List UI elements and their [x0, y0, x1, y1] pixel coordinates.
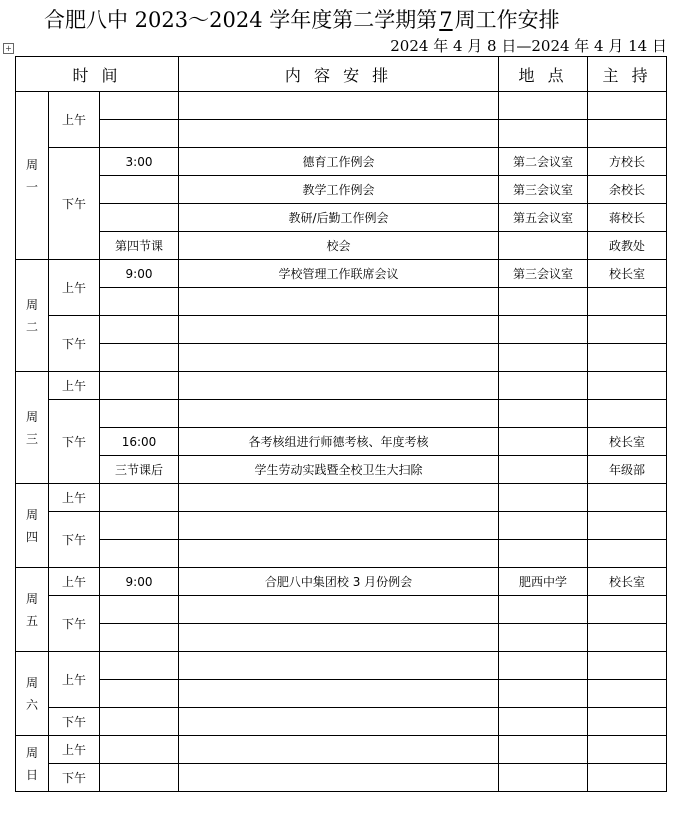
cell-place[interactable]: [499, 736, 588, 764]
cell-place[interactable]: [499, 400, 588, 428]
cell-place[interactable]: [499, 92, 588, 120]
cell-content[interactable]: [179, 400, 499, 428]
cell-host[interactable]: [588, 316, 667, 344]
cell-content[interactable]: [179, 316, 499, 344]
cell-place[interactable]: [499, 764, 588, 792]
cell-place[interactable]: [499, 484, 588, 512]
cell-time[interactable]: [100, 372, 179, 400]
table-row: [16, 568, 667, 596]
table-row: [16, 484, 667, 512]
day-label-char: 周: [25, 507, 38, 522]
header-content: 内 容 安 排: [179, 57, 499, 92]
day-label-char: 一: [25, 179, 38, 194]
cell-place[interactable]: 第三会议室: [499, 260, 588, 288]
cell-host[interactable]: [588, 596, 667, 624]
cell-host[interactable]: [588, 372, 667, 400]
table-row: [16, 372, 667, 400]
period-label: 上午: [49, 484, 100, 512]
table-row: [16, 708, 667, 736]
cell-place[interactable]: [499, 540, 588, 568]
cell-host[interactable]: [588, 652, 667, 680]
day-label-char: 五: [25, 613, 38, 628]
cell-host[interactable]: [588, 512, 667, 540]
cell-place[interactable]: [499, 288, 588, 316]
cell-time[interactable]: [100, 288, 179, 316]
cell-content[interactable]: [179, 372, 499, 400]
header-time: 时 间: [16, 57, 179, 92]
table-row: [16, 456, 667, 484]
cell-place[interactable]: [499, 596, 588, 624]
table-row: [16, 764, 667, 792]
cell-content[interactable]: [179, 484, 499, 512]
table-row: [16, 204, 667, 232]
cell-host[interactable]: [588, 540, 667, 568]
day-label-char: 六: [25, 697, 38, 712]
cell-time[interactable]: [100, 400, 179, 428]
cell-host[interactable]: 校长室: [588, 568, 667, 596]
cell-content[interactable]: 学生劳动实践暨全校卫生大扫除: [179, 456, 499, 484]
cell-host[interactable]: 校长室: [588, 260, 667, 288]
cell-time[interactable]: [100, 120, 179, 148]
cell-content[interactable]: 各考核组进行师德考核、年度考核: [179, 428, 499, 456]
table-row: [16, 344, 667, 372]
day-label: [16, 652, 49, 736]
page-title: [44, 4, 560, 34]
cell-host[interactable]: [588, 344, 667, 372]
header-host: 主 持: [588, 57, 667, 92]
day-label: [16, 736, 49, 792]
table-row: [16, 428, 667, 456]
table-row: [16, 260, 667, 288]
day-label-char: 日: [25, 767, 38, 782]
cell-host[interactable]: 余校长: [588, 176, 667, 204]
cell-content[interactable]: [179, 736, 499, 764]
cell-host[interactable]: 方校长: [588, 148, 667, 176]
period-label: 下午: [49, 764, 100, 792]
period-label: 下午: [49, 596, 100, 652]
period-label: 下午: [49, 708, 100, 736]
table-row: [16, 400, 667, 428]
day-label-char: 周: [25, 409, 38, 424]
cell-content[interactable]: 教研/后勤工作例会: [179, 204, 499, 232]
cell-content[interactable]: [179, 92, 499, 120]
cell-host[interactable]: [588, 708, 667, 736]
cell-host[interactable]: 校长室: [588, 428, 667, 456]
cell-time[interactable]: 9:00: [100, 260, 179, 288]
period-label: 上午: [49, 260, 100, 316]
cell-time[interactable]: [100, 92, 179, 120]
header-place: 地 点: [499, 57, 588, 92]
period-label: 下午: [49, 316, 100, 372]
cell-time[interactable]: [100, 596, 179, 624]
cell-time[interactable]: [100, 176, 179, 204]
cell-content[interactable]: 校会: [179, 232, 499, 260]
cell-time[interactable]: [100, 512, 179, 540]
cell-place[interactable]: 第二会议室: [499, 148, 588, 176]
table-row: [16, 596, 667, 624]
schedule-body: [16, 92, 667, 792]
cell-content[interactable]: 合肥八中集团校 3 月份例会: [179, 568, 499, 596]
cell-time[interactable]: [100, 680, 179, 708]
cell-content[interactable]: [179, 708, 499, 736]
cell-place[interactable]: [499, 624, 588, 652]
day-label: [16, 372, 49, 484]
day-label-char: 三: [25, 431, 38, 446]
cell-time[interactable]: [100, 764, 179, 792]
cell-time[interactable]: 9:00: [100, 568, 179, 596]
cell-place[interactable]: 第五会议室: [499, 204, 588, 232]
cell-host[interactable]: 年级部: [588, 456, 667, 484]
week-number[interactable]: 7: [439, 8, 453, 32]
date-range: 2024 年 4 月 8 日—2024 年 4 月 14 日: [390, 37, 667, 55]
cell-place[interactable]: [499, 120, 588, 148]
day-label-char: 周: [25, 297, 38, 312]
cell-time[interactable]: 16:00: [100, 428, 179, 456]
cell-place[interactable]: [499, 372, 588, 400]
cell-time[interactable]: 3:00: [100, 148, 179, 176]
period-label: 下午: [49, 148, 100, 260]
cell-place[interactable]: 肥西中学: [499, 568, 588, 596]
table-row: [16, 540, 667, 568]
cell-time[interactable]: [100, 624, 179, 652]
day-label-char: 周: [25, 675, 38, 690]
cell-time[interactable]: [100, 736, 179, 764]
cell-content[interactable]: [179, 512, 499, 540]
cell-host[interactable]: [588, 680, 667, 708]
day-label-char: 周: [25, 591, 38, 606]
cell-place[interactable]: [499, 680, 588, 708]
day-label-char: 周: [25, 745, 38, 760]
cell-content[interactable]: [179, 764, 499, 792]
cell-time[interactable]: [100, 540, 179, 568]
table-move-handle-icon[interactable]: +: [3, 43, 14, 54]
table-row: [16, 232, 667, 260]
cell-host[interactable]: [588, 484, 667, 512]
cell-host[interactable]: [588, 736, 667, 764]
cell-content[interactable]: 教学工作例会: [179, 176, 499, 204]
cell-host[interactable]: [588, 624, 667, 652]
cell-host[interactable]: 蒋校长: [588, 204, 667, 232]
cell-place[interactable]: 第三会议室: [499, 176, 588, 204]
cell-time[interactable]: [100, 708, 179, 736]
table-row: [16, 148, 667, 176]
cell-place[interactable]: [499, 708, 588, 736]
cell-content[interactable]: [179, 680, 499, 708]
table-row: [16, 512, 667, 540]
cell-time[interactable]: [100, 344, 179, 372]
cell-content[interactable]: [179, 120, 499, 148]
cell-content[interactable]: [179, 288, 499, 316]
table-row: [16, 680, 667, 708]
day-label: [16, 484, 49, 568]
cell-content[interactable]: 德育工作例会: [179, 148, 499, 176]
cell-content[interactable]: [179, 344, 499, 372]
cell-time[interactable]: [100, 204, 179, 232]
cell-place[interactable]: [499, 456, 588, 484]
day-label: [16, 260, 49, 372]
cell-host[interactable]: [588, 120, 667, 148]
day-label-char: 周: [25, 157, 38, 172]
period-label: 下午: [49, 400, 100, 484]
table-row: [16, 176, 667, 204]
cell-host[interactable]: [588, 400, 667, 428]
cell-host[interactable]: [588, 288, 667, 316]
cell-time[interactable]: [100, 316, 179, 344]
cell-time[interactable]: [100, 484, 179, 512]
cell-time[interactable]: 第四节课: [100, 232, 179, 260]
table-row: [16, 92, 667, 120]
period-label: 下午: [49, 512, 100, 568]
cell-host[interactable]: 政教处: [588, 232, 667, 260]
cell-place[interactable]: [499, 428, 588, 456]
cell-host[interactable]: [588, 764, 667, 792]
day-label: [16, 92, 49, 260]
cell-place[interactable]: [499, 316, 588, 344]
table-row: [16, 120, 667, 148]
cell-time[interactable]: 三节课后: [100, 456, 179, 484]
period-label: 上午: [49, 736, 100, 764]
table-row: [16, 652, 667, 680]
period-label: 上午: [49, 568, 100, 596]
period-label: 上午: [49, 92, 100, 148]
cell-place[interactable]: [499, 512, 588, 540]
cell-host[interactable]: [588, 92, 667, 120]
cell-time[interactable]: [100, 652, 179, 680]
table-row: [16, 288, 667, 316]
day-label-char: 二: [25, 319, 38, 334]
cell-place[interactable]: [499, 652, 588, 680]
cell-content[interactable]: [179, 596, 499, 624]
cell-content[interactable]: [179, 624, 499, 652]
title-suffix: 周工作安排: [454, 8, 560, 32]
table-row: [16, 316, 667, 344]
day-label: [16, 568, 49, 652]
cell-content[interactable]: [179, 652, 499, 680]
day-label-char: 四: [25, 529, 38, 544]
cell-place[interactable]: [499, 344, 588, 372]
table-row: [16, 736, 667, 764]
table-row: [16, 624, 667, 652]
cell-content[interactable]: [179, 540, 499, 568]
schedule-table: [15, 56, 667, 792]
cell-place[interactable]: [499, 232, 588, 260]
period-label: 上午: [49, 372, 100, 400]
cell-content[interactable]: 学校管理工作联席会议: [179, 260, 499, 288]
period-label: 上午: [49, 652, 100, 708]
title-prefix: 合肥八中 2023～2024 学年度第二学期第: [44, 8, 438, 32]
